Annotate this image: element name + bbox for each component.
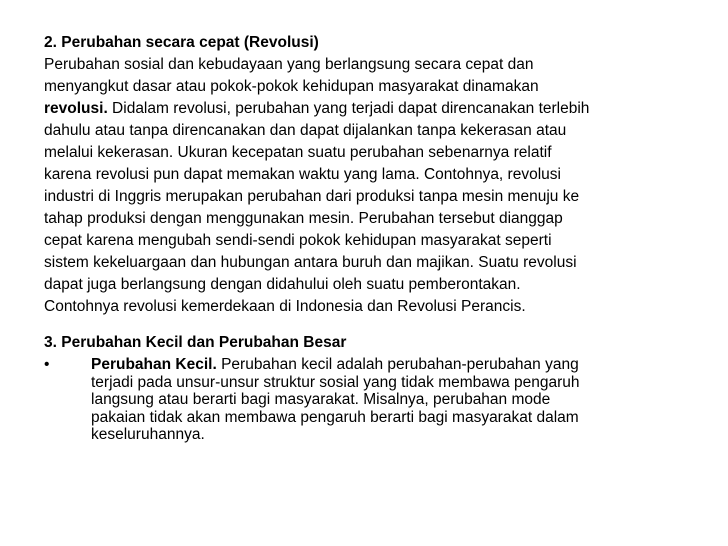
list-item-line: [91, 356, 714, 374]
paragraph-line: karena revolusi pun dapat memakan waktu yang lama. Contohnya, revolusi: [44, 166, 561, 183]
list-item-perubahan-kecil: [44, 356, 714, 444]
paragraph-revolusi: [44, 54, 714, 318]
section-heading-revolusi: 2. Perubahan secara cepat (Revolusi): [44, 34, 319, 51]
paragraph-line: cepat karena mengubah sendi-sendi pokok kehidupan masyarakat seperti: [44, 232, 552, 249]
paragraph-line: Perubahan sosial dan kebudayaan yang berlangsung secara cepat dan: [44, 56, 534, 73]
paragraph-line: dapat juga berlangsung dengan didahului oleh suatu pemberontakan.: [44, 276, 521, 293]
paragraph-line: dahulu atau tanpa direncanakan dan dapat dijalankan tanpa kekerasan atau: [44, 122, 567, 139]
paragraph-line: melalui kekerasan. Ukuran kecepatan suatu perubahan sebenarnya relatif: [44, 144, 552, 161]
paragraph-line: Contohnya revolusi kemerdekaan di Indonesia dan Revolusi Perancis.: [44, 298, 526, 315]
slide-content: [44, 32, 714, 444]
paragraph-line: [44, 98, 714, 120]
list-item-line: terjadi pada unsur-unsur struktur sosial yang tidak membawa pengaruh: [91, 373, 580, 391]
list-item-line-rest: Perubahan kecil adalah perubahan-perubahan yang: [216, 356, 579, 373]
list-item-line: langsung atau berarti bagi masyarakat. Misalnya, perubahan mode: [91, 391, 551, 408]
section-heading-kecil-besar: 3. Perubahan Kecil dan Perubahan Besar: [44, 334, 347, 351]
paragraph-line: industri di Inggris merupakan perubahan dari produksi tanpa mesin menuju ke: [44, 188, 580, 205]
paragraph-line: tahap produksi dengan menggunakan mesin. Perubahan tersebut dianggap: [44, 210, 563, 227]
term-revolusi: revolusi.: [44, 100, 108, 117]
bullet-icon: •: [44, 356, 50, 373]
paragraph-line: menyangkut dasar atau pokok-pokok kehidupan masyarakat dinamakan: [44, 78, 539, 95]
list-item-line: keseluruhannya.: [91, 426, 205, 443]
section-perubahan-kecil-besar: [44, 332, 714, 444]
paragraph-line-rest: Didalam revolusi, perubahan yang terjadi dapat direncanakan terlebih: [107, 100, 590, 117]
term-perubahan-kecil: Perubahan Kecil.: [91, 356, 217, 373]
paragraph-line: sistem kekeluargaan dan hubungan antara buruh dan majikan. Suatu revolusi: [44, 254, 577, 271]
list-item-line: pakaian tidak akan membawa pengaruh berarti bagi masyarakat dalam: [91, 408, 579, 426]
